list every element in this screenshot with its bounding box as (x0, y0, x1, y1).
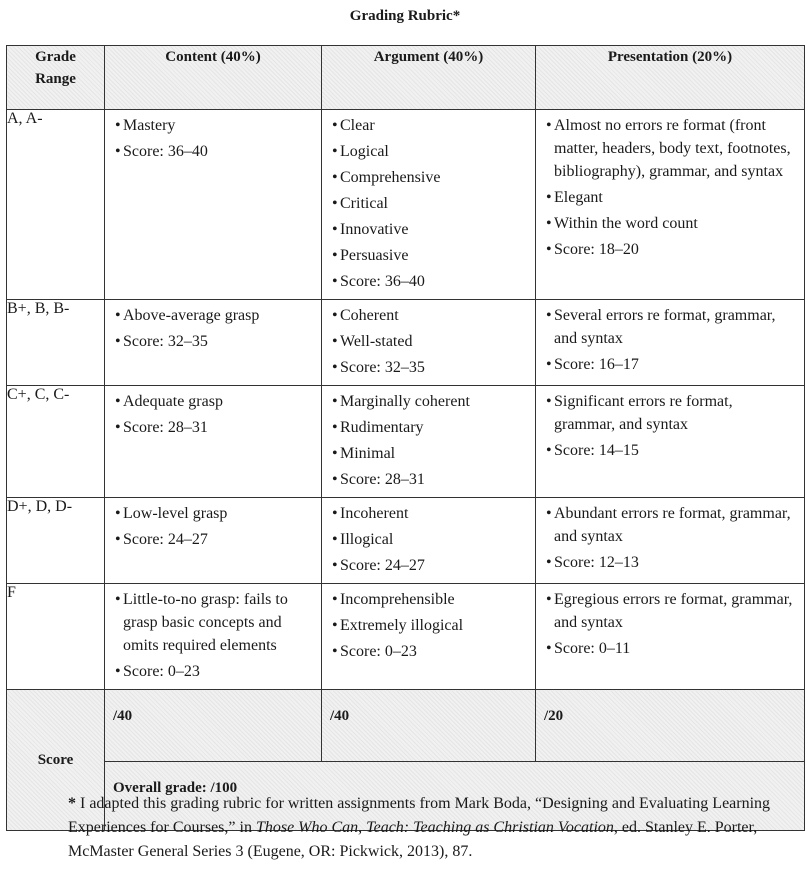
content-criteria-list (105, 584, 321, 689)
presentation-cell (536, 300, 805, 386)
header-content: Content (40%) (105, 46, 322, 110)
rubric-row (7, 110, 805, 300)
criterion-item: • Score: 14–15 (546, 439, 796, 462)
criterion-item: • Score: 36–40 (332, 270, 527, 293)
criterion-item: • Incomprehensible (332, 588, 527, 611)
content-criteria-list (105, 386, 321, 445)
criterion-item: • Score: 28–31 (332, 468, 527, 491)
content-cell (105, 110, 322, 300)
criterion-item: • Above-average grasp (115, 304, 313, 327)
presentation-score-cell: /20 (536, 690, 805, 762)
presentation-criteria-list (536, 300, 804, 382)
argument-cell (322, 584, 536, 690)
rubric-row (7, 300, 805, 386)
presentation-criteria-list (536, 584, 804, 666)
content-score-cell: /40 (105, 690, 322, 762)
criterion-item: • Clear (332, 114, 527, 137)
criterion-item: • Score: 24–27 (115, 528, 313, 551)
criterion-item: • Rudimentary (332, 416, 527, 439)
criterion-item: • Innovative (332, 218, 527, 241)
presentation-cell (536, 386, 805, 498)
header-grade-range: Grade Range (7, 46, 105, 110)
criterion-item: • Coherent (332, 304, 527, 327)
footnote-text-after: , ed. Stanley E. Porter, McMaster General Series 3 (Eugene, OR: Pickwick, 2013), 87. (68, 819, 758, 860)
argument-cell (322, 300, 536, 386)
criterion-item: • Persuasive (332, 244, 527, 267)
criterion-item: • Logical (332, 140, 527, 163)
criterion-item: • Score: 24–27 (332, 554, 527, 577)
grade-range-cell: C+, C, C- (7, 386, 105, 498)
footnote-text-before: I adapted this grading rubric for written assignments from Mark Boda, “Designing and Evaluating Learning Experiences for Courses,” in (68, 795, 771, 836)
argument-criteria-list (322, 498, 535, 583)
grade-range-cell: B+, B, B- (7, 300, 105, 386)
argument-score-cell: /40 (322, 690, 536, 762)
criterion-item: • Score: 32–35 (332, 356, 527, 379)
criterion-item: • Adequate grasp (115, 390, 313, 413)
criterion-item: • Well-stated (332, 330, 527, 353)
rubric-row (7, 386, 805, 498)
presentation-cell (536, 584, 805, 690)
argument-cell (322, 386, 536, 498)
presentation-criteria-list (536, 386, 804, 468)
content-criteria-list (105, 498, 321, 557)
argument-criteria-list (322, 110, 535, 299)
criterion-item: • Low-level grasp (115, 502, 313, 525)
content-cell (105, 498, 322, 584)
grade-range-cell: A, A- (7, 110, 105, 300)
criterion-item: • Little-to-no grasp: fails to grasp basic concepts and omits required elements (115, 588, 313, 657)
criterion-item: • Marginally coherent (332, 390, 527, 413)
header-argument: Argument (40%) (322, 46, 536, 110)
header-presentation: Presentation (20%) (536, 46, 805, 110)
presentation-criteria-list (536, 498, 804, 580)
content-cell (105, 386, 322, 498)
argument-cell (322, 110, 536, 300)
criterion-item: • Within the word count (546, 212, 796, 235)
criterion-item: • Score: 28–31 (115, 416, 313, 439)
criterion-item: • Almost no errors re format (front matter, headers, body text, footnotes, bibliography), grammar, and syntax (546, 114, 796, 183)
criterion-item: • Score: 32–35 (115, 330, 313, 353)
grade-range-cell: F (7, 584, 105, 690)
criterion-item: • Critical (332, 192, 527, 215)
rubric-title: Grading Rubric* (349, 8, 461, 24)
criterion-item: • Elegant (546, 186, 796, 209)
presentation-cell (536, 498, 805, 584)
argument-cell (322, 498, 536, 584)
criterion-item: • Egregious errors re format, grammar, and syntax (546, 588, 796, 634)
criterion-item: • Score: 36–40 (115, 140, 313, 163)
header-row (7, 46, 805, 110)
rubric-row (7, 498, 805, 584)
footnote-book-title: Those Who Can, Teach: Teaching as Christian Vocation (255, 819, 614, 836)
argument-criteria-list (322, 300, 535, 385)
presentation-criteria-list (536, 110, 804, 267)
criterion-item: • Score: 0–23 (332, 640, 527, 663)
rubric-row (7, 584, 805, 690)
criterion-item: • Extremely illogical (332, 614, 527, 637)
grading-rubric-table (6, 45, 805, 831)
criterion-item: • Score: 18–20 (546, 238, 796, 261)
presentation-cell (536, 110, 805, 300)
argument-criteria-list (322, 386, 535, 497)
criterion-item: • Score: 0–23 (115, 660, 313, 683)
criterion-item: • Incoherent (332, 502, 527, 525)
criterion-item: • Illogical (332, 528, 527, 551)
criterion-item: • Several errors re format, grammar, and syntax (546, 304, 796, 350)
criterion-item: • Abundant errors re format, grammar, and syntax (546, 502, 796, 548)
score-label: Score (7, 690, 105, 831)
criterion-item: • Score: 12–13 (546, 551, 796, 574)
score-row (7, 690, 805, 762)
content-criteria-list (105, 110, 321, 169)
content-cell (105, 300, 322, 386)
criterion-item: • Score: 16–17 (546, 353, 796, 376)
criterion-item: • Significant errors re format, grammar, and syntax (546, 390, 796, 436)
criterion-item: • Minimal (332, 442, 527, 465)
criterion-item: • Score: 0–11 (546, 637, 796, 660)
footnote-marker: * (68, 795, 76, 812)
footnote (68, 792, 788, 864)
overall-grade: Overall grade: /100 (105, 762, 805, 831)
content-criteria-list (105, 300, 321, 359)
argument-criteria-list (322, 584, 535, 669)
criterion-item: • Mastery (115, 114, 313, 137)
content-cell (105, 584, 322, 690)
criterion-item: • Comprehensive (332, 166, 527, 189)
grade-range-cell: D+, D, D- (7, 498, 105, 584)
